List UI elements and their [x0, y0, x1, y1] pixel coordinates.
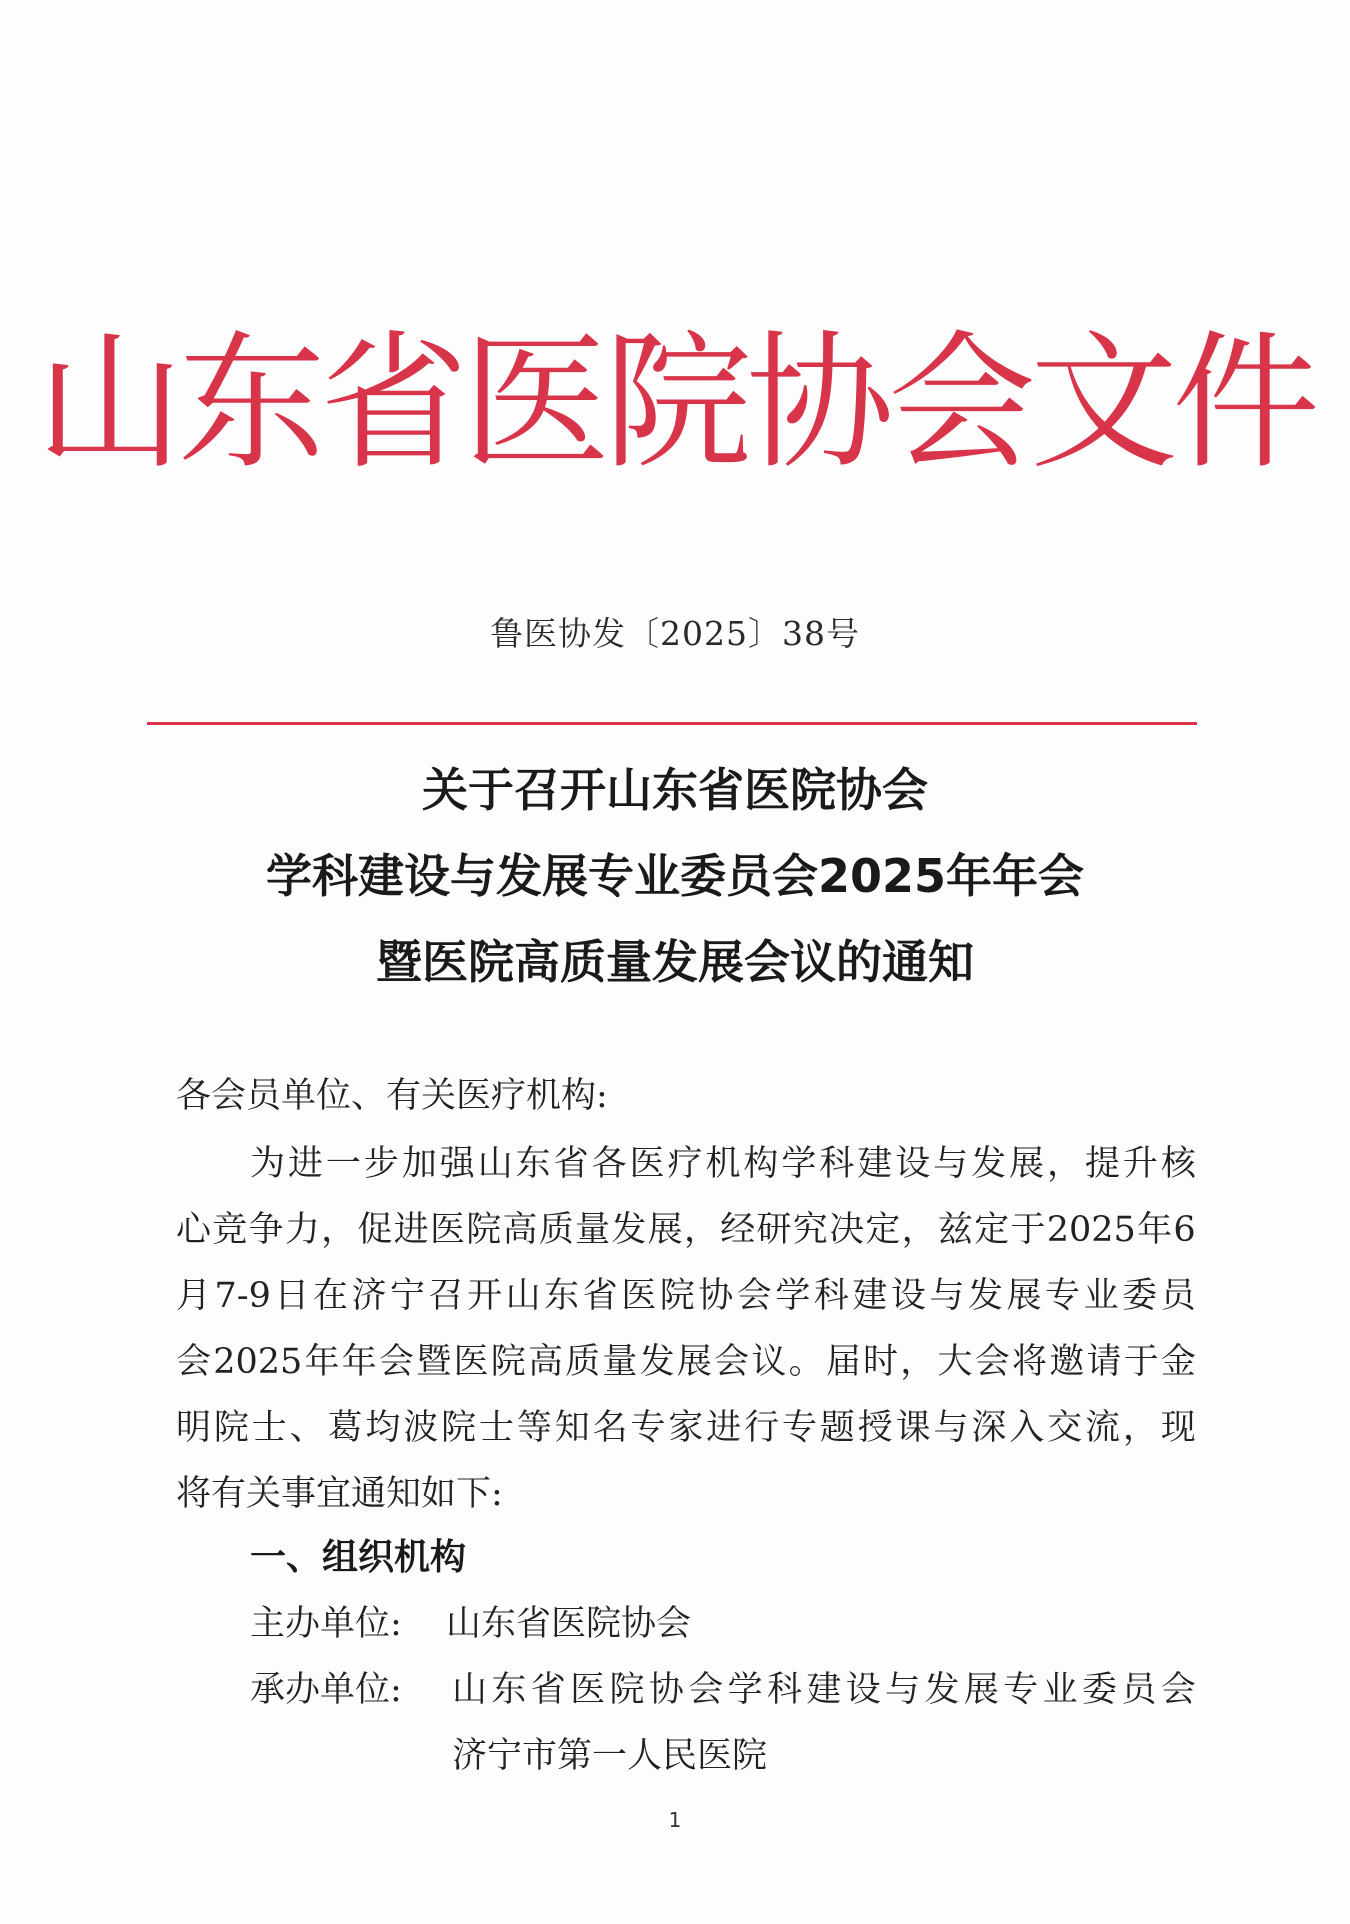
salutation: 各会员单位、有关医疗机构: — [176, 1076, 608, 1116]
organizer-value-1: 山 东 省 医 院 协 会 学 科 建 设 与 发 展 专 业 委 员 会 — [452, 1670, 1196, 1710]
page-number: 1 — [668, 1808, 682, 1832]
paragraph-line-3: 月 7-9 日 在 济 宁 召 开 山 东 省 医 院 协 会 学 科 建 设 与 发 展 专 业 委 员 — [176, 1276, 1196, 1316]
masthead-title: 山东省医院协会文件 — [36, 317, 1314, 489]
organizer-label: 承办单位: — [250, 1670, 402, 1710]
paragraph-line-6: 将有关事宜通知如下: — [176, 1474, 503, 1514]
organizer-value-2: 济宁市第一人民医院 — [452, 1736, 768, 1776]
host-label: 主办单位: — [250, 1604, 402, 1644]
paragraph-line-2: 心 竞 争 力 ， 促 进 医 院 高 质 量 发 展 ， 经 研 究 决 定 ， 兹 定 于 2025 年 6 — [176, 1210, 1196, 1250]
paragraph-line-5: 明 院 士 、 葛 均 波 院 士 等 知 名 专 家 进 行 专 题 授 课 与 深 入 交 流 ， 现 — [176, 1408, 1196, 1448]
document-number: 鲁医协发〔2025〕38号 — [490, 614, 860, 653]
section-heading-organization: 一、组织机构 — [250, 1537, 467, 1578]
host-value: 山东省医院协会 — [446, 1604, 692, 1644]
red-divider-line — [147, 722, 1197, 725]
notice-title-line-3: 暨医院高质量发展会议的通知 — [376, 935, 974, 989]
notice-title-line-1: 关于召开山东省医院协会 — [422, 763, 928, 817]
paragraph-line-4: 会 2025 年 年 会 暨 医 院 高 质 量 发 展 会 议 。 届 时 ， 大 会 将 邀 请 于 金 — [176, 1342, 1196, 1382]
notice-title-line-2: 学科建设与发展专业委员会2025年年会 — [265, 849, 1085, 903]
paragraph-line-1: 为 进 一 步 加 强 山 东 省 各 医 疗 机 构 学 科 建 设 与 发 展 ， 提 升 核 — [250, 1144, 1196, 1184]
